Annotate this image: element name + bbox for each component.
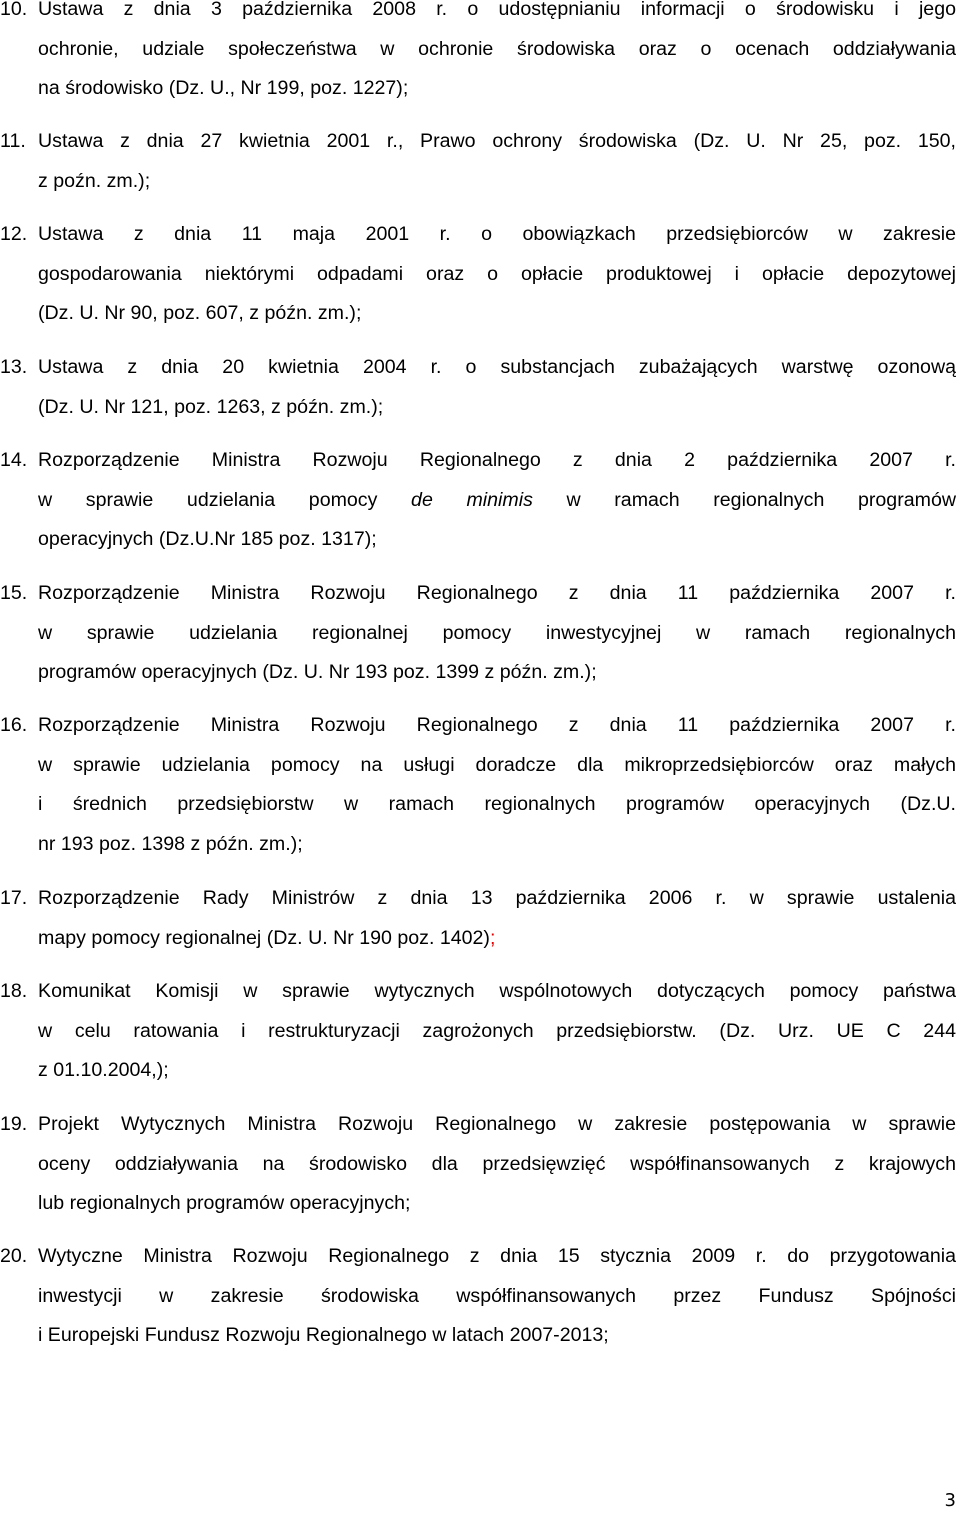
item-text-line: Komunikat Komisji w sprawie wytycznych wspólnotowych dotyczących pomocy państwa [38, 980, 956, 1002]
item-number: 18. [0, 980, 28, 1002]
item-text-line: lub regionalnych programów operacyjnych; [38, 1192, 411, 1214]
item-number: 16. [0, 714, 28, 736]
item-text-line: nr 193 poz. 1398 z późn. zm.); [38, 832, 303, 855]
item-text-line: w sprawie udzielania pomocy na usługi doradcze dla mikroprzedsiębiorców oraz małych [38, 753, 956, 776]
item-number: 11. [0, 130, 26, 152]
item-text-line: w celu ratowania i restrukturyzacji zagrożonych przedsiębiorstw. (Dz. Urz. UE C 244 [38, 1019, 956, 1042]
item-text-line: Wytyczne Ministra Rozwoju Regionalnego z dnia 15 stycznia 2009 r. do przygotowania [38, 1245, 956, 1267]
item-text-line: Ustawa z dnia 3 października 2008 r. o udostępnianiu informacji o środowisku i jego [38, 0, 956, 20]
item-text-line: programów operacyjnych (Dz. U. Nr 193 poz. 1399 z późn. zm.); [38, 661, 597, 683]
item-number: 10. [0, 0, 28, 20]
item-number: 17. [0, 887, 28, 909]
item-text-line: ochronie, udziale społeczeństwa w ochronie środowiska oraz o ocenach oddziaływania [38, 37, 956, 60]
item-number: 15. [0, 582, 28, 604]
item-text-line: operacyjnych (Dz.U.Nr 185 poz. 1317); [38, 528, 377, 550]
red-semicolon: ; [489, 926, 496, 949]
item-text-line: z 01.10.2004,); [38, 1059, 169, 1081]
item-text-line: (Dz. U. Nr 90, poz. 607, z późn. zm.); [38, 302, 362, 324]
item-number: 19. [0, 1113, 28, 1135]
item-text-line: w sprawie udzielania regionalnej pomocy inwestycyjnej w ramach regionalnych [38, 621, 956, 644]
item-text-line: Ustawa z dnia 27 kwietnia 2001 r., Prawo ochrony środowiska (Dz. U. Nr 25, poz. 150, [38, 130, 956, 152]
item-text-line: Rozporządzenie Ministra Rozwoju Regionalnego z dnia 2 października 2007 r. [38, 449, 956, 471]
item-text-line: oceny oddziaływania na środowisko dla przedsięwzięć współfinansowanych z krajowych [38, 1152, 956, 1175]
item-text-line: Rozporządzenie Rady Ministrów z dnia 13 października 2006 r. w sprawie ustalenia [38, 887, 956, 909]
item-text-line: inwestycji w zakresie środowiska współfinansowanych przez Fundusz Spójności [38, 1284, 956, 1307]
item-text-line: Rozporządzenie Ministra Rozwoju Regionalnego z dnia 11 października 2007 r. [38, 714, 956, 736]
item-number: 14. [0, 449, 28, 471]
item-text-line: w sprawie udzielania pomocy de minimis w ramach regionalnych programów [38, 488, 956, 511]
item-number: 20. [0, 1245, 28, 1267]
item-text-line: na środowisko (Dz. U., Nr 199, poz. 1227); [38, 77, 409, 99]
item-text-line: Ustawa z dnia 11 maja 2001 r. o obowiązkach przedsiębiorców w zakresie [38, 223, 956, 245]
item-text-line: mapy pomocy regionalnej (Dz. U. Nr 190 poz. 1402); [38, 926, 496, 949]
item-text-line: (Dz. U. Nr 121, poz. 1263, z późn. zm.); [38, 395, 384, 418]
item-text-line: gospodarowania niektórymi odpadami oraz o opłacie produktowej i opłacie depozytowej [38, 262, 956, 285]
item-text-line: i średnich przedsiębiorstw w ramach regionalnych programów operacyjnych (Dz.U. [38, 793, 956, 815]
item-text-line: z poźn. zm.); [38, 169, 151, 192]
item-text-line: Rozporządzenie Ministra Rozwoju Regionalnego z dnia 11 października 2007 r. [38, 582, 956, 604]
item-text-line: Ustawa z dnia 20 kwietnia 2004 r. o substancjach zubażających warstwę ozonową [38, 356, 956, 378]
page-number: 3 [944, 1490, 956, 1511]
item-number: 12. [0, 223, 28, 245]
italic-term: de minimis [411, 488, 533, 511]
item-text-line: Projekt Wytycznych Ministra Rozwoju Regionalnego w zakresie postępowania w sprawie [38, 1113, 956, 1135]
item-text-line: i Europejski Fundusz Rozwoju Regionalnego w latach 2007-2013; [38, 1324, 609, 1346]
item-number: 13. [0, 356, 28, 378]
